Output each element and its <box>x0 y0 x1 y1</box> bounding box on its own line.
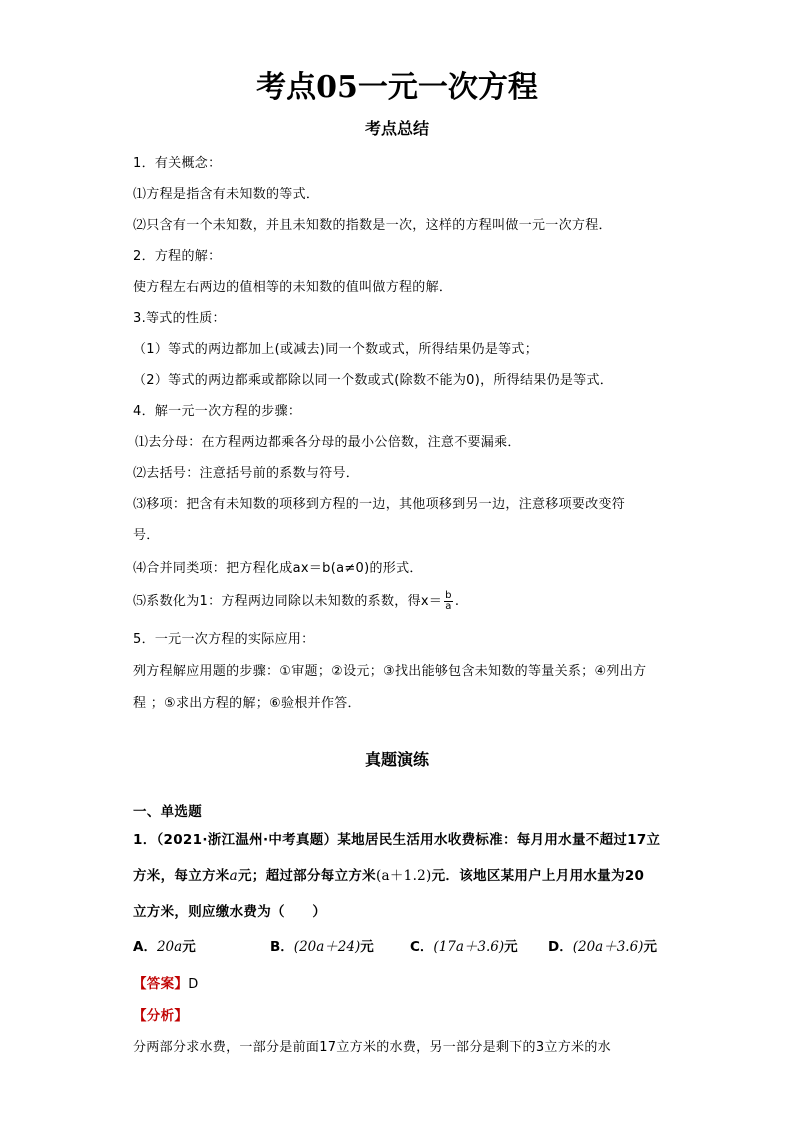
summary-line: ⑵去括号：注意括号前的系数与符号． <box>133 466 360 481</box>
summary-line: 使方程左右两边的值相等的未知数的值叫做方程的解． <box>133 280 453 295</box>
summary-line: ⑴去分母：在方程两边都乘各分母的最小公倍数，注意不要漏乘． <box>135 435 521 450</box>
question-line: 立方米，则应缴水费为（ ） <box>133 904 327 920</box>
section-heading-practice: 真题演练 <box>364 750 429 769</box>
summary-line: 3.等式的性质： <box>133 311 226 326</box>
answer-tag: 【答案】 <box>133 976 189 992</box>
summary-line: （1）等式的两边都加上(或减去)同一个数或式，所得结果仍是等式； <box>133 342 539 357</box>
summary-line: 列方程解应用题的步骤：①审题；②设元；③找出能够包含未知数的等量关系；④列出方 <box>133 664 647 679</box>
analysis-heading <box>133 1004 188 1024</box>
page-title: 考点05一元一次方程 <box>256 70 538 105</box>
fraction-denominator: a <box>445 601 452 612</box>
fraction-numerator: b <box>445 590 452 601</box>
summary-line: 2．方程的解： <box>133 249 222 264</box>
choice-expression: 20a <box>156 939 183 955</box>
analysis-tag: 【分析】 <box>133 1008 189 1024</box>
choice-label: C． <box>410 939 434 955</box>
summary-line: 4．解一元一次方程的步骤： <box>133 404 302 419</box>
answer-line <box>133 972 199 992</box>
choice-expression: (17a＋3.6) <box>433 939 505 955</box>
choice-d[interactable] <box>548 935 657 955</box>
summary-line: ⑷合并同类项：把方程化成ax＝b(a≠0)的形式． <box>133 561 423 576</box>
step5-text: ⑸系数化为1：方程两边同除以未知数的系数，得x＝ <box>133 594 443 609</box>
choice-a[interactable] <box>133 935 196 955</box>
choice-expression: (20a＋3.6) <box>572 939 644 955</box>
choice-label: D． <box>548 939 573 955</box>
summary-line: ⑶移项：把含有未知数的项移到方程的一边，其他项移到另一边，注意移项要改变符 <box>133 497 626 512</box>
question-text: 方米，每立方米 <box>133 868 230 884</box>
question-type: 一、单选题 <box>133 804 202 820</box>
choice-unit: 元 <box>643 939 657 955</box>
question-text: 元．该地区某用户上月用水量为20 <box>431 868 645 884</box>
choice-label: A． <box>133 939 157 955</box>
choice-expression: (20a＋24) <box>293 939 361 955</box>
summary-line: 程 ；⑤求出方程的解；⑥验根并作答． <box>133 696 361 711</box>
choice-b[interactable] <box>270 935 374 955</box>
question-line <box>133 864 644 884</box>
choice-c[interactable] <box>410 935 518 955</box>
summary-line: 5．一元一次方程的实际应用： <box>133 632 315 647</box>
choice-unit: 元 <box>504 939 518 955</box>
math-variable: a <box>229 868 238 884</box>
choice-unit: 元 <box>182 939 196 955</box>
step5-suffix: . <box>454 594 460 609</box>
section-heading-summary: 考点总结 <box>364 119 429 138</box>
question-line: 1．（2021·浙江温州·中考真题）某地居民生活用水收费标准：每月用水量不超过17立 <box>133 832 661 848</box>
answer-value: D <box>188 977 199 992</box>
summary-line: 号． <box>133 528 160 543</box>
fraction-b-over-a <box>444 591 453 612</box>
math-expression: (a＋1.2) <box>375 868 432 884</box>
question-text: 元；超过部分每立方米 <box>237 868 376 884</box>
summary-line: ⑴方程是指含有未知数的等式． <box>133 187 320 202</box>
choice-unit: 元 <box>360 939 374 955</box>
summary-line-step5 <box>133 590 459 612</box>
choice-label: B． <box>270 939 294 955</box>
analysis-text: 分两部分求水费，一部分是前面17立方米的水费，另一部分是剩下的3立方米的水 <box>133 1040 611 1055</box>
summary-line: 1．有关概念： <box>133 156 222 171</box>
summary-line: （2）等式的两边都乘或都除以同一个数或式(除数不能为0)，所得结果仍是等式． <box>133 373 614 388</box>
summary-line: ⑵只含有一个未知数，并且未知数的指数是一次，这样的方程叫做一元一次方程． <box>133 218 612 233</box>
